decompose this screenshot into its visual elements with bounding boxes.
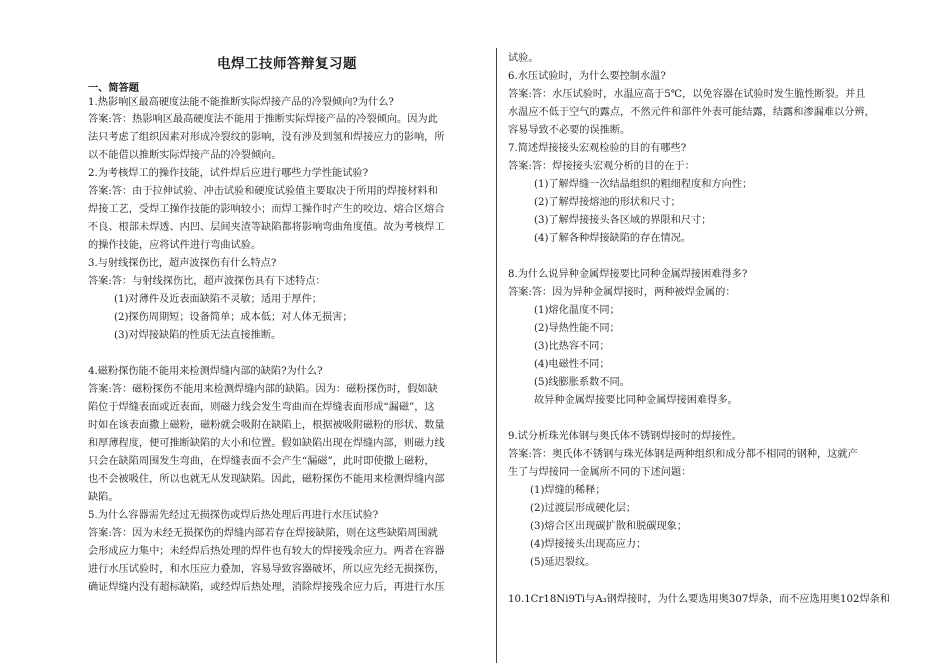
answer-5-continuation: 试验。	[508, 53, 539, 64]
answer-5-line: 确证焊缝内没有超标缺陷，或经焊后热处理，消除焊接残余应力后，再进行水压	[88, 582, 445, 593]
answer-2-line: 答案:答：由于拉伸试验、冲击试验和硬度试验值主要取决于所用的焊接材料和	[88, 186, 438, 197]
right-column	[508, 0, 904, 671]
question-7: 7.简述焊接接头宏观检验的目的有哪些?	[508, 143, 687, 154]
answer-7-item: (3)了解焊接接头各区域的界限和尺寸；	[534, 215, 712, 226]
answer-5-line: 会形成应力集中；未经焊后热处理的焊件也有较大的焊接残余应力。两者在容器	[88, 546, 445, 557]
answer-1-line: 答案:答：热影响区最高硬度法不能用于推断实际焊接产品的冷裂倾向。因为此	[88, 114, 438, 125]
question-3: 3.与射线探伤比，超声波探伤有什么特点?	[88, 258, 277, 269]
answer-1-line: 以不能借以推断实际焊接产品的冷裂倾向。	[88, 150, 282, 161]
column-divider	[496, 48, 497, 663]
question-4: 4.磁粉探伤能不能用来检测焊缝内部的缺陷?为什么?	[88, 366, 323, 377]
answer-9-item: (1)焊缝的稀释；	[530, 485, 606, 496]
answer-4-line: 时如在该表面撒上磁粉，磁粉就会吸附在缺陷上，根据被吸附磁粉的形状、数量	[88, 420, 445, 431]
answer-5-line: 答案:答：因为未经无损探伤的焊缝内部若存在焊接缺陷，则在这些缺陷周围就	[88, 528, 438, 539]
answer-9-item: (4)焊接接头出现高应力；	[530, 539, 647, 550]
answer-4-line: 陷位于焊缝表面或近表面，则磁力线会发生弯曲而在焊缝表面形成“漏磁”，这	[88, 402, 435, 413]
left-column	[88, 0, 486, 671]
answer-2-line: 焊接工艺，受焊工操作技能的影响较小；而焊工操作时产生的咬边、熔合区熔合	[88, 204, 445, 215]
answer-3-line: 答案:答：与射线探伤比，超声波探伤具有下述特点：	[88, 276, 326, 287]
answer-9-item: (3)熔合区出现碳扩散和脱碳现象；	[530, 521, 688, 532]
answer-9-item: (2)过渡层形成硬化层；	[530, 503, 637, 514]
answer-5-line: 进行水压试验时，和水压应力叠加，容易导致容器破坏，所以应先经无损探伤，	[88, 564, 445, 575]
document-title: 电焊工技师答辩复习题	[217, 56, 357, 72]
answer-4-line: 答案:答：磁粉探伤不能用来检测焊缝内部的缺陷。因为：磁粉探伤时，假如缺	[88, 384, 438, 395]
question-1: 1.热影响区最高硬度法能不能推断实际焊接产品的冷裂倾向?为什么?	[88, 97, 394, 108]
answer-8-line: 答案:答：因为异种金属焊接时，两种被焊金属的：	[508, 287, 736, 298]
answer-7-item: (2)了解焊接熔池的形状和尺寸；	[534, 197, 681, 208]
answer-8-conclusion: 故异种金属焊接要比同种金属焊接困难得多。	[534, 395, 738, 406]
answer-9-line: 答案:答：奥氏体不锈钢与珠光体钢是两种组织和成分都不相同的钢种，这就产	[508, 449, 858, 460]
answer-6-line: 容易导致不必要的误推断。	[508, 125, 631, 136]
answer-3-item: (1)对薄件及近表面缺陷不灵敏；适用于厚件；	[114, 294, 322, 305]
question-6: 6.水压试验时，为什么要控制水温?	[508, 71, 666, 82]
answer-3-item: (3)对焊接缺陷的性质无法直接推断。	[114, 330, 282, 341]
answer-8-item: (4)电磁性不同；	[534, 359, 610, 370]
answer-1-line: 法只考虑了组织因素对形成冷裂纹的影响，没有涉及到氢和焊接应力的影响，所	[88, 132, 445, 143]
answer-8-item: (2)导热性能不同；	[534, 323, 620, 334]
answer-7-item: (1)了解焊缝一次结晶组织的粗细程度和方向性；	[534, 179, 753, 190]
question-10: 10.1Cr18Ni9Ti与A₃钢焊接时，为什么要选用奥307焊条，而不应选用奥102焊条和	[508, 594, 891, 605]
answer-9-line: 生了与焊接同一金属所不同的下述问题：	[508, 467, 692, 478]
answer-9-item: (5)延迟裂纹。	[530, 557, 596, 568]
answer-8-item: (5)线膨胀系数不同。	[534, 377, 630, 388]
answer-4-line: 和厚薄程度，便可推断缺陷的大小和位置。假如缺陷出现在焊缝内部，则磁力线	[88, 438, 445, 449]
question-9: 9.试分析珠光体钢与奥氏体不锈钢焊接时的焊接性。	[508, 431, 742, 442]
answer-4-line: 也不会被吸住，所以也就无从发现缺陷。因此，磁粉探伤不能用来检测焊缝内部	[88, 474, 445, 485]
question-2: 2.为考核焊工的操作技能，试件焊后应进行哪些力学性能试验?	[88, 168, 369, 179]
question-8: 8.为什么说异种金属焊接要比同种金属焊接困难得多?	[508, 269, 748, 280]
answer-4-line: 只会在缺陷周围发生弯曲，在焊缝表面不会产生“漏磁”，此时即使撒上磁粉，	[88, 456, 435, 467]
answer-2-line: 的操作技能，应将试件进行弯曲试验。	[88, 240, 262, 251]
answer-6-line: 水温应不低于空气的露点，不然元件和部件外表可能结露，结露和渗漏难以分辨，	[508, 107, 875, 118]
answer-7-line: 答案:答：焊接接头宏观分析的目的在于：	[508, 161, 695, 172]
answer-2-line: 不良、根部未焊透、内凹、层间夹渣等缺陷都将影响弯曲角度值。故为考核焊工	[88, 222, 445, 233]
question-5: 5.为什么容器需先经过无损探伤或焊后热处理后再进行水压试验?	[88, 510, 379, 521]
section-heading: 一、简答题	[88, 83, 139, 94]
answer-7-item: (4)了解各种焊接缺陷的存在情况。	[534, 233, 692, 244]
answer-4-line: 缺陷。	[88, 492, 119, 503]
answer-8-item: (1)熔化温度不同；	[534, 305, 620, 316]
answer-6-line: 答案:答：水压试验时，水温应高于5℃，以免容器在试验时发生脆性断裂。并且	[508, 89, 866, 100]
answer-8-item: (3)比热容不同；	[534, 341, 610, 352]
answer-3-item: (2)探伤周期短；设备简单；成本低；对人体无损害；	[114, 312, 353, 323]
